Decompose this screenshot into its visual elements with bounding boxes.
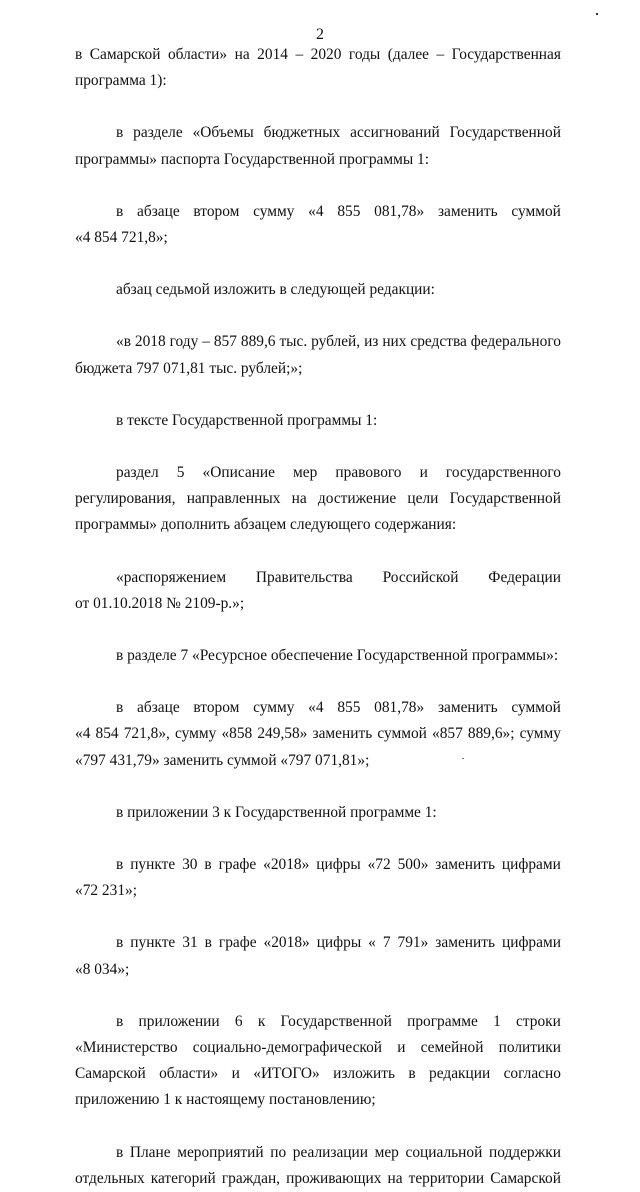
text-line bbox=[75, 486, 561, 512]
word: политики bbox=[498, 1039, 561, 1057]
word: суммой bbox=[377, 725, 427, 743]
text-line bbox=[75, 852, 561, 878]
word: и bbox=[231, 1065, 240, 1083]
word: проживающих bbox=[286, 1169, 382, 1187]
word: в bbox=[116, 124, 124, 142]
word: пункте bbox=[130, 856, 176, 874]
word: рублей, bbox=[311, 333, 361, 351]
word: достижение bbox=[317, 490, 397, 508]
word: суммой bbox=[511, 202, 561, 220]
text-line bbox=[75, 120, 561, 146]
word: 081,78» bbox=[374, 202, 425, 220]
word: заменить bbox=[437, 202, 498, 220]
word: заменить bbox=[437, 699, 498, 717]
word: программе bbox=[407, 1012, 478, 1030]
word: в bbox=[204, 934, 212, 952]
word: в bbox=[116, 1143, 124, 1161]
text-line: в тексте Государственной программы 1: bbox=[116, 411, 378, 429]
word: по bbox=[270, 1143, 287, 1161]
text-line: «72 231»; bbox=[75, 882, 137, 900]
word: 2014 bbox=[257, 46, 288, 63]
word: области» bbox=[167, 46, 228, 63]
text-line bbox=[75, 1035, 561, 1061]
word: мероприятий bbox=[177, 1143, 264, 1161]
word: 5 bbox=[176, 464, 185, 482]
text-line bbox=[75, 930, 561, 956]
word: 855 bbox=[337, 699, 361, 717]
paragraph-gap bbox=[75, 1114, 561, 1140]
text-line: в приложении 3 к Государственной программе 1: bbox=[116, 803, 437, 821]
text-line bbox=[75, 460, 561, 486]
word: тыс. bbox=[279, 333, 308, 351]
word: 081,78» bbox=[374, 699, 425, 717]
word: 1 bbox=[493, 1012, 501, 1030]
word: бюджетных bbox=[263, 124, 341, 142]
word: «4 bbox=[75, 725, 91, 743]
word: «распоряжением bbox=[116, 568, 227, 586]
word: «858 bbox=[221, 725, 253, 743]
word: заменить bbox=[435, 856, 495, 874]
word: в bbox=[408, 1065, 416, 1083]
word: годы bbox=[348, 46, 381, 63]
paragraph-gap bbox=[75, 382, 561, 408]
text-line bbox=[75, 329, 561, 355]
word: 500» bbox=[397, 856, 429, 874]
text-line bbox=[75, 721, 561, 747]
paragraph-gap bbox=[75, 669, 561, 695]
word: в bbox=[75, 46, 83, 63]
document-body bbox=[75, 42, 561, 1192]
paragraph-gap bbox=[75, 617, 561, 643]
paragraph-gap bbox=[75, 251, 561, 277]
text-line: от 01.10.2018 № 2109-р.»; bbox=[75, 594, 245, 612]
word: графе bbox=[218, 856, 257, 874]
paragraph-gap bbox=[75, 94, 561, 120]
word: « bbox=[368, 934, 376, 952]
word: 854 bbox=[95, 725, 119, 743]
word: графе bbox=[218, 934, 257, 952]
word: области» bbox=[159, 1065, 219, 1083]
word: граждан, bbox=[221, 1169, 281, 1187]
word: – bbox=[295, 46, 304, 63]
word: федерального bbox=[470, 333, 561, 351]
word: правового bbox=[335, 464, 402, 482]
word: 857 bbox=[213, 333, 237, 351]
word: 2020 bbox=[310, 46, 342, 63]
text-line: абзац седьмой изложить в следующей редакции: bbox=[116, 281, 435, 299]
text-line: «4 854 721,8»; bbox=[75, 229, 168, 247]
text-line bbox=[75, 1061, 561, 1087]
word: них bbox=[382, 333, 407, 351]
word: году bbox=[169, 333, 199, 351]
text-line bbox=[75, 1166, 561, 1192]
word: на bbox=[387, 1169, 403, 1187]
text-line: программы» дополнить абзацем следующего содержания: bbox=[75, 516, 457, 534]
paragraph-gap bbox=[75, 774, 561, 800]
word: «2018» bbox=[263, 856, 310, 874]
word: «4 bbox=[308, 699, 324, 717]
word: реализации bbox=[292, 1143, 368, 1161]
word: Государственной bbox=[449, 490, 561, 508]
word: пункте bbox=[130, 934, 176, 952]
word: втором bbox=[193, 202, 240, 220]
paragraph-gap bbox=[75, 904, 561, 930]
word: редакции bbox=[429, 1065, 491, 1083]
word: суммой bbox=[511, 699, 561, 717]
word: Плане bbox=[129, 1143, 171, 1161]
word: 6 bbox=[234, 1012, 243, 1030]
word: социально-демографической bbox=[192, 1039, 383, 1057]
word: в bbox=[204, 856, 212, 874]
word: 31 bbox=[182, 934, 198, 952]
word: абзаце bbox=[137, 202, 180, 220]
word: 721,8», bbox=[123, 725, 170, 743]
word: 249,58» bbox=[257, 725, 308, 743]
word: сумму bbox=[253, 202, 295, 220]
word: на bbox=[234, 46, 250, 63]
text-line bbox=[75, 565, 561, 591]
word: Правительства bbox=[255, 568, 353, 586]
word: Самарской bbox=[75, 1065, 146, 1083]
word: в bbox=[116, 934, 124, 952]
word: разделе bbox=[133, 124, 183, 142]
word: 855 bbox=[337, 202, 361, 220]
word: сумму bbox=[175, 725, 217, 743]
word: (далее bbox=[387, 46, 429, 63]
paragraph-gap bbox=[75, 539, 561, 565]
word: Государственная bbox=[451, 46, 561, 63]
word: «857 bbox=[432, 725, 463, 743]
word: и bbox=[419, 464, 428, 482]
paragraph-gap bbox=[75, 173, 561, 199]
word: цифры bbox=[316, 856, 361, 874]
word: Государственной bbox=[280, 1012, 392, 1030]
paragraph-gap bbox=[75, 303, 561, 329]
word: «Объемы bbox=[192, 124, 254, 142]
word: отдельных bbox=[75, 1169, 145, 1187]
text-line: «797 431,79» заменить суммой «797 071,81»; bbox=[75, 751, 370, 769]
word: «Министерство bbox=[75, 1039, 178, 1057]
word: раздел bbox=[116, 464, 159, 482]
text-line: программа 1): bbox=[75, 72, 167, 90]
text-line: в разделе 7 «Ресурсное обеспечение Государственной программы»: bbox=[116, 647, 559, 665]
word: Федерации bbox=[488, 568, 561, 586]
word: «ИТОГО» bbox=[253, 1065, 320, 1083]
paragraph-gap bbox=[75, 983, 561, 1009]
word: семейной bbox=[420, 1039, 484, 1057]
word: регулирования, bbox=[75, 490, 176, 508]
word: цифры bbox=[316, 934, 362, 952]
paragraph-gap bbox=[75, 434, 561, 460]
word: из bbox=[364, 333, 379, 351]
word: 2018 bbox=[134, 333, 166, 351]
text-line bbox=[75, 695, 561, 721]
word: согласно bbox=[503, 1065, 561, 1083]
word: заменить bbox=[435, 934, 495, 952]
text-line bbox=[75, 1140, 561, 1166]
word: абзаце bbox=[137, 699, 180, 717]
word: и bbox=[397, 1039, 406, 1057]
text-line: программы» паспорта Государственной программы 1: bbox=[75, 150, 429, 168]
word: Российской bbox=[382, 568, 459, 586]
word: Самарской bbox=[89, 46, 161, 63]
word: «72 bbox=[367, 856, 391, 874]
word: изложить bbox=[333, 1065, 396, 1083]
word: мер bbox=[374, 1143, 399, 1161]
word: – bbox=[436, 46, 445, 63]
word: 7 bbox=[382, 934, 391, 952]
word: в bbox=[116, 202, 124, 220]
word: в bbox=[116, 856, 124, 874]
word: цифрами bbox=[501, 934, 561, 952]
word: «в bbox=[116, 333, 131, 351]
word: сумму bbox=[519, 725, 561, 743]
word: приложении bbox=[138, 1012, 220, 1030]
word: «4 bbox=[308, 202, 324, 220]
word: 30 bbox=[182, 856, 198, 874]
text-line: «8 034»; bbox=[75, 960, 130, 978]
word: 889,6 bbox=[240, 333, 276, 351]
page-number: 2 bbox=[316, 26, 324, 43]
word: направленных bbox=[186, 490, 281, 508]
word: «Описание bbox=[202, 464, 275, 482]
word: Государственной bbox=[449, 124, 561, 142]
word: Самарской bbox=[490, 1169, 561, 1187]
word: сумму bbox=[253, 699, 295, 717]
word: – bbox=[202, 333, 210, 351]
scan-mark bbox=[596, 13, 598, 15]
text-line: приложению 1 к настоящему постановлению; bbox=[75, 1091, 376, 1109]
word: строки bbox=[516, 1012, 561, 1030]
text-line: бюджета 797 071,81 тыс. рублей;»; bbox=[75, 359, 303, 377]
word: «2018» bbox=[263, 934, 310, 952]
word: в bbox=[116, 699, 124, 717]
word: средства bbox=[410, 333, 467, 351]
word: цифрами bbox=[501, 856, 561, 874]
word: территории bbox=[408, 1169, 485, 1187]
text-line bbox=[75, 42, 561, 68]
word: на bbox=[291, 490, 307, 508]
word: к bbox=[257, 1012, 266, 1030]
word: государственного bbox=[445, 464, 561, 482]
word: категорий bbox=[150, 1169, 216, 1187]
word: социальной bbox=[405, 1143, 483, 1161]
word: 889,6»; bbox=[467, 725, 515, 743]
word: заменить bbox=[312, 725, 373, 743]
text-line bbox=[75, 199, 561, 225]
word: 791» bbox=[397, 934, 429, 952]
text-line bbox=[75, 1009, 561, 1035]
word: поддержки bbox=[488, 1143, 561, 1161]
word: мер bbox=[293, 464, 318, 482]
word: ассигнований bbox=[350, 124, 440, 142]
word: цели bbox=[407, 490, 439, 508]
word: втором bbox=[193, 699, 240, 717]
paragraph-gap bbox=[75, 826, 561, 852]
word: в bbox=[116, 1012, 124, 1030]
